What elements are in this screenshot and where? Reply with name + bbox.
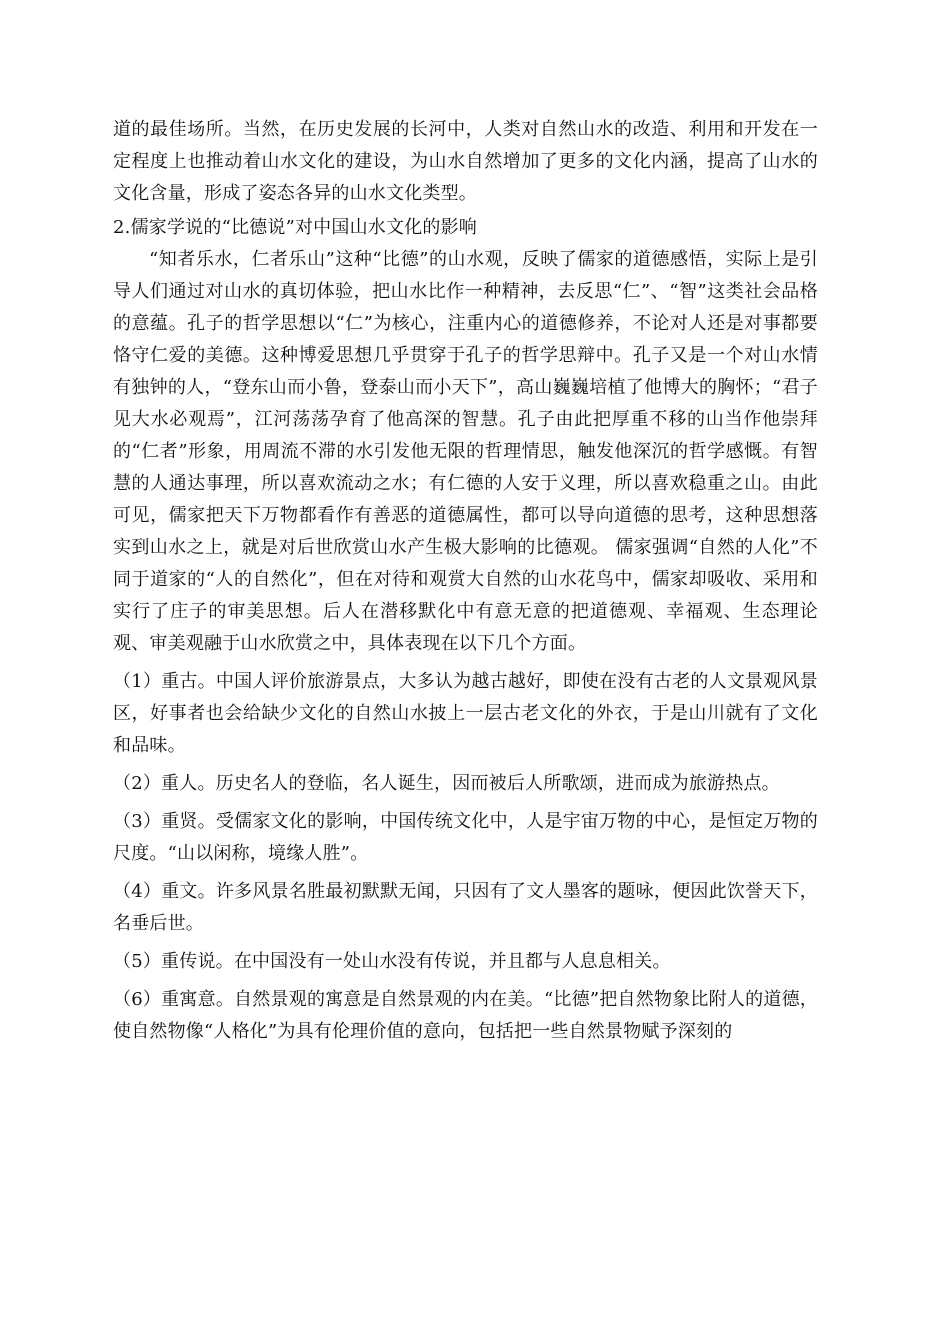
- intro-paragraph: 道的最佳场所。当然，在历史发展的长河中，人类对自然山水的改造、利用和开发在一定程度上也推动着山水文化的建设，为山水自然增加了更多的文化内涵，提高了山水的文化含量，形成了姿态各异的山水文化类型。: [113, 119, 818, 204]
- list-item-6: （6）重寓意。自然景观的寓意是自然景观的内在美。“比德”把自然物象比附人的道德，使自然物像“人格化”为具有伦理价值的意向，包括把一些自然景物赋予深刻的: [113, 989, 818, 1042]
- list-item-1: （1）重古。中国人评价旅游景点，大多认为越古越好，即使在没有古老的人文景观风景区，好事者也会给缺少文化的自然山水披上一层古老文化的外衣，于是山川就有了文化和品味。: [113, 671, 818, 756]
- list-item-2: （2）重人。历史名人的登临，名人诞生，因而被后人所歌颂，进而成为旅游热点。: [113, 773, 780, 794]
- main-paragraph: “知者乐水，仁者乐山”这种“比德”的山水观，反映了儒家的道德感悟，实际上是引导人们通过对山水的真切体验，把山水比作一种精神，去反思“仁”、“智”这类社会品格的意蕴。孔子的哲学思想以“仁”为核心，注重内心的道德修养，不论对人还是对事都要恪守仁爱的美德。这种博爱思想几乎贯穿于孔子的哲学思辩中。孔子又是一个对山水情有独钟的人，“登东山而小鲁，登泰山而小天下”，高山巍巍培植了他博大的胸怀；“君子见大水必观焉”，江河荡荡孕育了他高深的智慧。孔子由此把厚重不移的山当作他崇拜的“仁者”形象，用周流不滞的水引发他无限的哲理情思，触发他深沉的哲学感慨。有智慧的人通达事理，所以喜欢流动之水；有仁德的人安于义理，所以喜欢稳重之山。由此可见，儒家把天下万物都看作有善恶的道德属性，都可以导向道德的思考，这种思想落实到山水之上，就是对后世欣赏山水产生极大影响的比德观。 儒家强调“自然的人化”不同于道家的“人的自然化”，但在对待和观赏大自然的山水花鸟中，儒家却吸收、采用和实行了庄子的审美思想。后人在潜移默化中有意无意的把道德观、幸福观、生态理论观、审美观融于山水欣赏之中，具体表现在以下几个方面。: [113, 249, 818, 654]
- list-item-5: （5）重传说。在中国没有一处山水没有传说，并且都与人息息相关。: [113, 951, 671, 972]
- section-heading: 2.儒家学说的“比德说”对中国山水文化的影响: [113, 217, 477, 238]
- document-body: [113, 114, 818, 1048]
- list-item-4: （4）重文。许多风景名胜最初默默无闻，只因有了文人墨客的题咏，便因此饮誉天下，名垂后世。: [113, 881, 818, 934]
- list-item-3: （3）重贤。受儒家文化的影响，中国传统文化中，人是宇宙万物的中心，是恒定万物的尺度。“山以闲称，境缘人胜”。: [113, 811, 818, 864]
